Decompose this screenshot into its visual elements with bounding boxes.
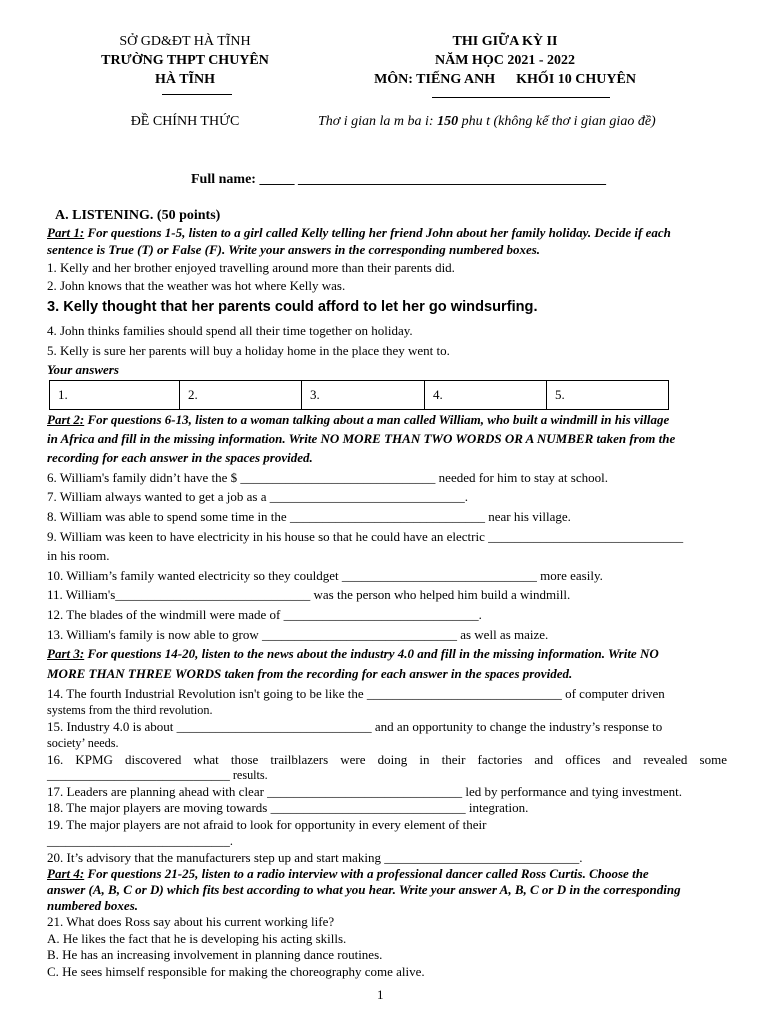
part3-instructions-cont: MORE THAN THREE WORDS taken from the recording for each answer in the spaces provided.: [47, 666, 573, 681]
part4-instructions-cont: answer (A, B, C or D) which fits best according to what you hear. Write your answer A, B, C or D in the corresponding: [47, 882, 681, 897]
question-19: 19. The major players are not afraid to look for opportunity in every element of their: [47, 817, 487, 832]
answer-boxes: [49, 380, 669, 410]
question-3: 3. Kelly thought that her parents could afford to let her go windsurfing.: [47, 299, 538, 315]
question-4: 4. John thinks families should spend all their time together on holiday.: [47, 323, 413, 338]
question-12: 12. The blades of the windmill were made of ______________________________.: [47, 607, 482, 622]
question-16-cont: ______________________________ results.: [47, 768, 268, 782]
part2-instructions: Part 2: For questions 6-13, listen to a woman talking about a man called William, who built a windmill in his village: [47, 412, 670, 427]
question-9: 9. William was keen to have electricity in his house so that he could have an electric ______________________________: [47, 529, 684, 544]
question-2: 2. John knows that the weather was hot where Kelly was.: [47, 278, 346, 293]
question-7: 7. William always wanted to get a job as a ______________________________.: [47, 489, 468, 504]
question-10: 10. William’s family wanted electricity so they couldget ______________________________ more easily.: [47, 568, 603, 583]
answer-box-4[interactable]: 4.: [425, 381, 547, 410]
answer-box-3[interactable]: 3.: [302, 381, 425, 410]
question-15-cont: society’ needs.: [47, 736, 119, 750]
official-label: ĐỀ CHÍNH THỨC: [130, 114, 240, 129]
subject-line: MÔN: TIẾNG ANH KHỐI 10 CHUYÊN: [374, 72, 636, 87]
answer-box-5[interactable]: 5.: [547, 381, 669, 410]
header-right-rule: [432, 97, 610, 98]
question-13: 13. William's family is now able to grow ______________________________ as well as maize.: [47, 627, 549, 642]
answer-box-2[interactable]: 2.: [180, 381, 302, 410]
page-number: 1: [377, 987, 384, 1002]
question-6: 6. William's family didn’t have the $ ______________________________ needed for him to stay at school.: [47, 470, 608, 485]
part4-instructions: Part 4: For questions 21-25, listen to a radio interview with a professional dancer called Ross Curtis. Choose the: [47, 866, 649, 881]
part2-instructions-cont: in Africa and fill in the missing information. Write NO MORE THAN TWO WORDS OR A NUMBER taken from the: [47, 431, 676, 446]
part1-instructions: Part 1: For questions 1-5, listen to a girl called Kelly telling her friend John about her family holiday. Decide if each: [47, 225, 671, 240]
question-21: 21. What does Ross say about his current working life?: [47, 914, 335, 929]
question-20: 20. It’s advisory that the manufacturers step up and start making ______________________________.: [47, 850, 583, 865]
answer-box-1[interactable]: 1.: [50, 381, 180, 410]
question-15: 15. Industry 4.0 is about ______________________________ and an opportunity to change the industry’s response to: [47, 719, 663, 734]
header-left-rule: [162, 94, 232, 95]
part3-instructions: Part 3: For questions 14-20, listen to the news about the industry 4.0 and fill in the missing information. Write NO: [47, 646, 659, 661]
school-name-line1: TRƯỜNG THPT CHUYÊN: [101, 53, 269, 68]
question-5: 5. Kelly is sure her parents will buy a holiday home in the place they went to.: [47, 343, 450, 358]
question-14-cont: systems from the third revolution.: [47, 703, 213, 717]
question-1: 1. Kelly and her brother enjoyed travelling around more than their parents did.: [47, 260, 455, 275]
part1-instructions-cont: sentence is True (T) or False (F). Write your answers in the corresponding numbered boxes.: [47, 242, 541, 257]
part2-instructions-end: recording for each answer in the spaces provided.: [47, 450, 313, 465]
exam-title: THI GIỮA KỲ II: [452, 34, 558, 49]
your-answers-label: Your answers: [47, 362, 119, 377]
question-11: 11. William's______________________________ was the person who helped him build a windmill.: [47, 587, 571, 602]
question-17: 17. Leaders are planning ahead with clear ______________________________ led by performance and tying investment.: [47, 784, 683, 799]
dept-name: SỞ GD&ĐT HÀ TĨNH: [119, 34, 251, 49]
option-a: A. He likes the fact that he is developing his acting skills.: [47, 931, 347, 946]
question-9-cont: in his room.: [47, 548, 110, 563]
question-19-cont: ______________________________.: [47, 834, 233, 848]
question-16: 16. KPMG discovered what those trailblazers were doing in their factories and offices and revealed some: [47, 752, 727, 767]
question-18: 18. The major players are moving towards ______________________________ integration.: [47, 800, 529, 815]
option-b: B. He has an increasing involvement in planning dance routines.: [47, 947, 383, 962]
question-8: 8. William was able to spend some time in the ______________________________ near his village.: [47, 509, 571, 524]
section-a-title: A. LISTENING. (50 points): [55, 208, 221, 223]
school-year: NĂM HỌC 2021 - 2022: [435, 53, 575, 68]
school-name-line2: HÀ TĨNH: [154, 72, 216, 87]
part4-instructions-end: numbered boxes.: [47, 898, 138, 913]
exam-time: Thơ i gian la m ba i: 150 phu t (không kể thơ i gian giao đề): [318, 114, 656, 129]
question-14: 14. The fourth Industrial Revolution isn't going to be like the ______________________________ of computer driven: [47, 686, 665, 701]
full-name-field[interactable]: Full name: _____ ____________________________________________: [191, 172, 606, 187]
option-c: C. He sees himself responsible for making the choreography come alive.: [47, 964, 425, 979]
